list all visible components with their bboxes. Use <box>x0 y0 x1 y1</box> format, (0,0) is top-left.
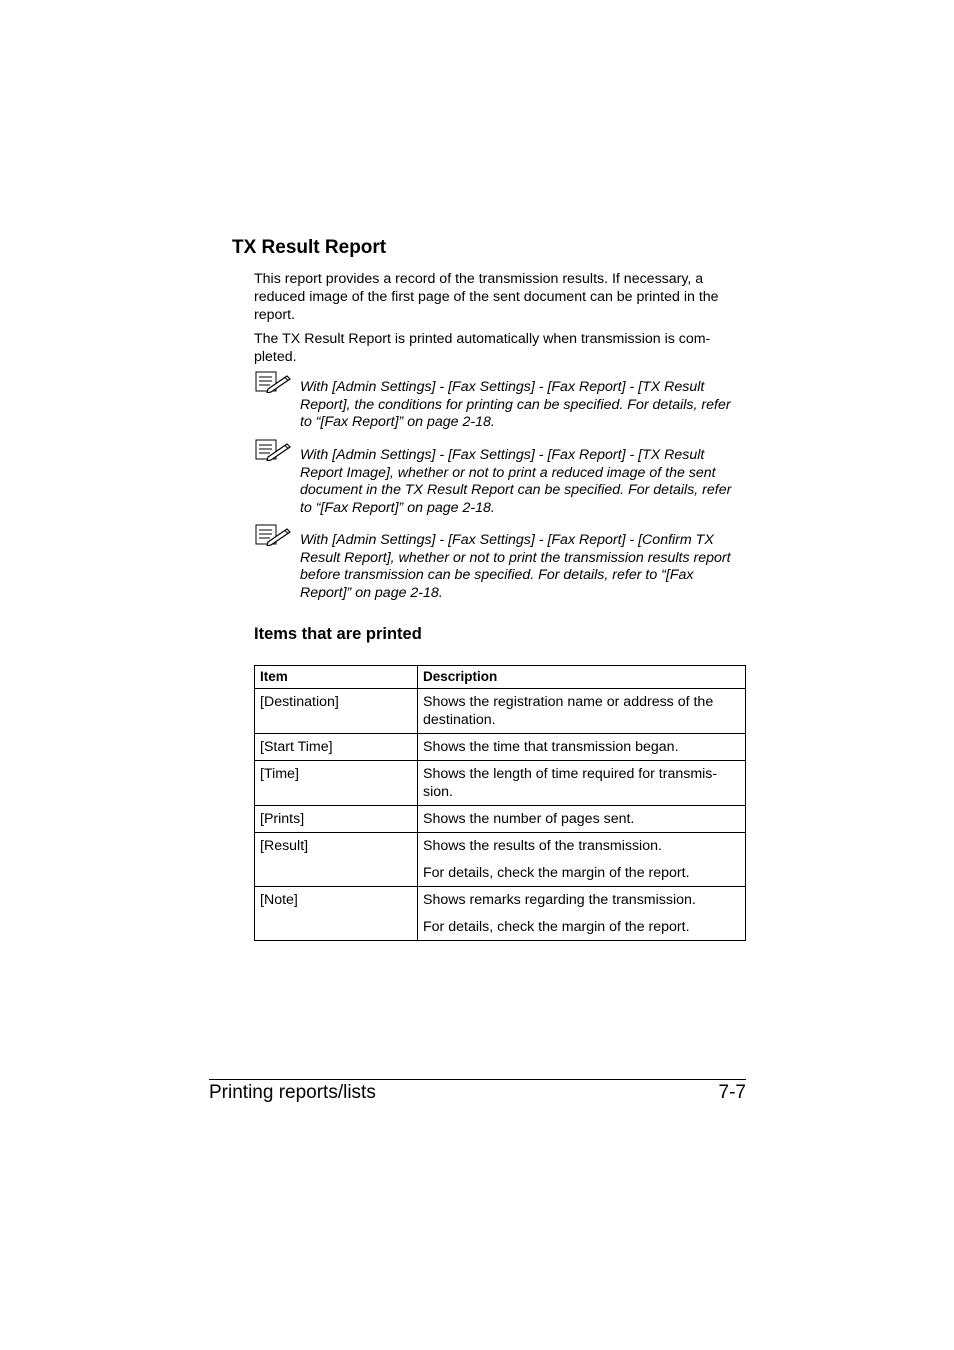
subsection-title: Items that are printed <box>254 625 422 643</box>
table-row <box>255 806 746 833</box>
note-text: With [Admin Settings] - [Fax Settings] - [Fax Report] - [TX Result Report], the conditions for printing can be specified. For details, refer to “[Fax Report]” on page 2-18. <box>300 379 731 431</box>
description-detail-text: For details, check the margin of the report. <box>423 865 690 881</box>
description-detail-text: For details, check the margin of the report. <box>423 919 690 935</box>
footer-chapter-title: Printing reports/lists <box>209 1082 376 1103</box>
section-title: TX Result Report <box>232 237 387 258</box>
item-cell: [Result] <box>255 833 418 887</box>
table-row <box>255 887 746 941</box>
column-header-description: Description <box>418 666 746 689</box>
table-header-row <box>255 666 746 689</box>
item-cell: [Start Time] <box>255 734 418 761</box>
note-pencil-icon <box>254 439 292 461</box>
description-text: Shows remarks regarding the transmission. <box>423 892 696 908</box>
printed-items-table <box>254 665 746 941</box>
page-number: 7-7 <box>718 1082 746 1103</box>
description-cell <box>418 761 746 806</box>
description-text: Shows the registration name or address of the destination. <box>423 694 714 728</box>
description-text: Shows the length of time required for transmis-sion. <box>423 766 718 800</box>
table-row <box>255 833 746 887</box>
note-text: With [Admin Settings] - [Fax Settings] - [Fax Report] - [Confirm TX Result Report], whether or not to print the transmission results report before transmission can be specified. For details, refer to “[Fax Report]” on page 2-18. <box>300 532 731 601</box>
table-row <box>255 734 746 761</box>
column-header-item: Item <box>255 666 418 689</box>
auto-print-paragraph: The TX Result Report is printed automatically when transmission is com-pleted. <box>254 331 711 365</box>
table-row <box>255 761 746 806</box>
intro-paragraph: This report provides a record of the transmission results. If necessary, a reduced image of the first page of the sent document can be printed in the report. <box>254 271 719 323</box>
description-text: Shows the time that transmission began. <box>423 739 679 755</box>
description-text: Shows the number of pages sent. <box>423 811 635 827</box>
note-pencil-icon <box>254 524 292 546</box>
description-cell <box>418 833 746 887</box>
description-cell <box>418 887 746 941</box>
description-text: Shows the results of the transmission. <box>423 838 662 854</box>
note-text: With [Admin Settings] - [Fax Settings] - [Fax Report] - [TX Result Report Image], whether or not to print a reduced image of the sent document in the TX Result Report can be specified. For details, refer to “[Fax Report]” on page 2-18. <box>300 447 732 516</box>
description-cell <box>418 806 746 833</box>
item-cell: [Time] <box>255 761 418 806</box>
description-cell <box>418 734 746 761</box>
item-cell: [Destination] <box>255 689 418 734</box>
item-cell: [Prints] <box>255 806 418 833</box>
table-row <box>255 689 746 734</box>
item-cell: [Note] <box>255 887 418 941</box>
description-cell <box>418 689 746 734</box>
footer-divider <box>209 1079 746 1080</box>
note-pencil-icon <box>254 371 292 393</box>
